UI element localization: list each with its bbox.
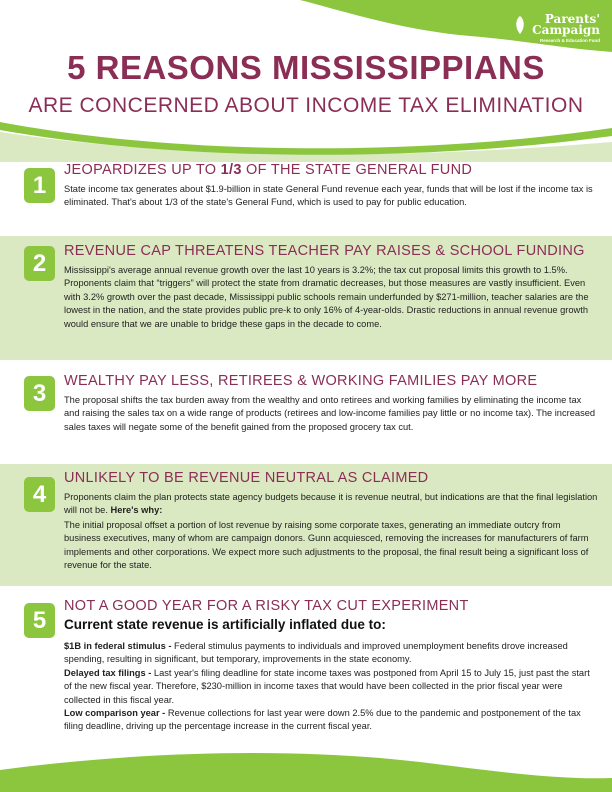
reason-1-badge: 1 — [24, 168, 55, 203]
item-text: Last year's filing deadline for state income taxes was postponed from April 15 to July 15, just past the start of the new fiscal year. Therefore, $230-million in income taxes that would have been collected in the prior fiscal year were collected in this fiscal year. — [64, 667, 590, 705]
reason-2-badge: 2 — [24, 246, 55, 281]
parents-campaign-logo — [508, 14, 600, 50]
reason-1-title-post: OF THE STATE GENERAL FUND — [241, 162, 473, 178]
reason-5-item — [64, 640, 598, 667]
logo-leaf-icon — [514, 16, 526, 34]
reason-4-text — [64, 491, 598, 572]
sub-title: ARE CONCERNED ABOUT INCOME TAX ELIMINATION — [28, 94, 584, 117]
reason-5-title: NOT A GOOD YEAR FOR A RISKY TAX CUT EXPERIMENT — [64, 598, 469, 614]
item-label: Low comparison year - — [64, 708, 166, 719]
bottom-wave-decoration — [0, 740, 612, 792]
reason-4-text-main: Proponents claim the plan protects state agency budgets because it is revenue neutral, but indications are that the final legislation will not be. — [64, 492, 598, 516]
reason-3-title: WEALTHY PAY LESS, RETIREES & WORKING FAMILIES PAY MORE — [64, 373, 538, 389]
reason-2-title: REVENUE CAP THREATENS TEACHER PAY RAISES & SCHOOL FUNDING — [64, 243, 585, 259]
reason-5-items — [64, 640, 598, 734]
reason-4-title: UNLIKELY TO BE REVENUE NEUTRAL AS CLAIMED — [64, 470, 429, 486]
reason-3-text: The proposal shifts the tax burden away from the wealthy and onto retirees and working families by eliminating the income tax and raising the sales tax on a wide range of products (retirees and low-income families pay little or no income tax). The increased sales taxes will negate some of the benefit gained from the proposed grocery tax cut. — [64, 395, 596, 432]
main-title: 5 REASONS MISSISSIPPIANS — [67, 49, 545, 86]
reason-5-badge: 5 — [24, 603, 55, 638]
reason-4-paragraph-1 — [64, 491, 598, 518]
reason-5-item — [64, 667, 598, 707]
reason-4-badge: 4 — [24, 477, 55, 512]
item-label: Delayed tax filings - — [64, 667, 152, 678]
logo-name — [532, 14, 600, 36]
reason-5-item — [64, 707, 598, 734]
item-text: Federal stimulus payments to individuals and improved unemployment benefits drove increased spending, resulting in significant, but temporary, improvements in the state economy. — [64, 641, 568, 665]
logo-subtitle: Research & Education Fund — [539, 38, 600, 43]
reason-1-text: State income tax generates about $1.9-billion in state General Fund revenue each year, funds that will be lost if the income tax is eliminated. That's about 1/3 of the state's General Fund, which is used to pay for public education. — [64, 184, 593, 208]
item-text: Revenue collections for last year were down 2.5% due to the pandemic and postponement of the tax filing deadline, driving up the percentage increase in the current fiscal year. — [64, 708, 581, 732]
reason-5-lead: Current state revenue is artificially inflated due to: — [64, 617, 386, 632]
reason-1-title-pre: JEOPARDIZES UP TO — [64, 162, 221, 178]
reason-3-badge: 3 — [24, 376, 55, 411]
reason-4-heres-why: Here's why: — [110, 505, 163, 516]
reason-1-title-bold: 1/3 — [220, 162, 242, 178]
logo-line1: Parents' — [544, 12, 600, 26]
reason-1-title — [64, 161, 472, 179]
logo-line2: Campaign — [532, 23, 600, 37]
reason-4-paragraph-2: The initial proposal offset a portion of lost revenue by raising some corporate taxes, generating an immediate outcry from business executives, many of whom are campaign donors. Gunn acquiesced, removing the increases for manufacturers of farm implements and other corporations. We expect more such adjustments to the proposal, the final result being a significant loss of revenue for the state. — [64, 519, 589, 571]
reason-2-text: Mississippi's average annual revenue growth over the last 10 years is 3.2%; the tax cut proposal limits this growth to 1.5%. Proponents claim that “triggers” will protect the state from dramatic decreases, but those measures are vastly insufficient. Even with 3.2% growth over the past decade, Mississippi public schools remain underfunded by $271-million, teacher salaries are the lowest in the nation, and the state provides public pre-k to only 16% of 4-year-olds. Drastic reductions in annual revenue growth would ensure that we are unable to bridge these gaps in the decade to come. — [64, 265, 589, 329]
title-wave-decoration — [0, 122, 612, 162]
item-label: $1B in federal stimulus - — [64, 641, 172, 651]
